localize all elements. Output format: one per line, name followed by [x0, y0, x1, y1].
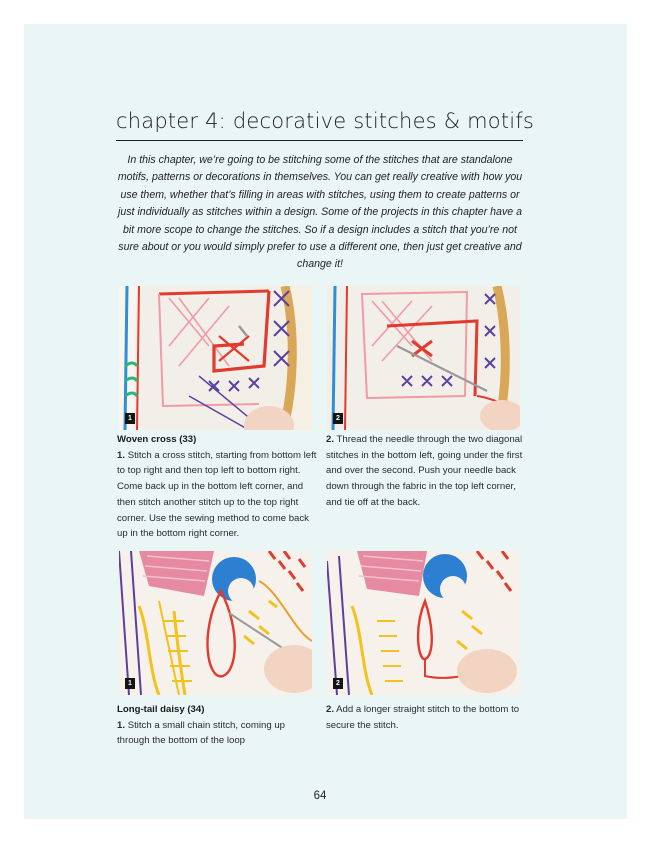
chapter-title: chapter 4: decorative stitches & motifs	[116, 109, 535, 133]
step-badge: 1	[125, 413, 135, 424]
long-tail-daisy-step-2-caption	[326, 702, 528, 733]
embroidery-illustration	[119, 551, 312, 695]
step-badge: 2	[333, 678, 343, 689]
page-background	[24, 24, 627, 819]
long-tail-daisy-step-1-caption	[117, 702, 319, 749]
step-number: 1.	[117, 719, 126, 731]
long-tail-daisy-step-2-photo	[327, 551, 520, 695]
step-number: 2.	[326, 704, 335, 715]
woven-cross-step-2-caption	[326, 432, 528, 511]
section-heading: Woven cross (33)	[117, 434, 197, 445]
step-text: Thread the needle through the two diagonal stitches in the bottom left, going under the first and over the second. Push your needle back down through the fabric in the top left corner, and tie off at the back.	[326, 434, 523, 508]
woven-cross-step-1-caption	[117, 432, 319, 542]
section-heading: Long-tail daisy (34)	[117, 704, 205, 715]
step-number: 1.	[117, 449, 126, 461]
step-badge: 1	[125, 678, 135, 689]
step-text: Stitch a cross stitch, starting from bottom left to top right and then top left to bottom right. Come back up in the bottom left corner, and then stitch another stitch up to the top right corner. Use the sewing method to come back up in the bottom right corner.	[117, 449, 317, 540]
step-badge: 2	[333, 413, 343, 424]
woven-cross-step-1-photo	[119, 286, 312, 430]
page-number: 64	[313, 790, 327, 802]
chapter-intro: In this chapter, we’re going to be stitching some of the stitches that are standalone motifs, patterns or decorations in themselves. You can get really creative with how you use them, whether that’s filling in areas with stitches, using them to create patterns or just individually as stitches within a design. Some of the projects in this chapter have a bit more scope to change the stitches. So if a design includes a stitch that you’re not sure about or you would simply prefer to use a different one, then just get creative and change it!	[117, 154, 523, 271]
long-tail-daisy-step-1-photo	[119, 551, 312, 695]
embroidery-illustration	[327, 286, 520, 430]
woven-cross-step-2-photo	[327, 286, 520, 430]
step-number: 2.	[326, 434, 335, 445]
step-text: Add a longer straight stitch to the bottom to secure the stitch.	[326, 704, 520, 731]
embroidery-illustration	[119, 286, 312, 430]
title-underline	[116, 140, 523, 141]
step-text: Stitch a small chain stitch, coming up through the bottom of the loop	[117, 719, 285, 747]
embroidery-illustration	[327, 551, 520, 695]
